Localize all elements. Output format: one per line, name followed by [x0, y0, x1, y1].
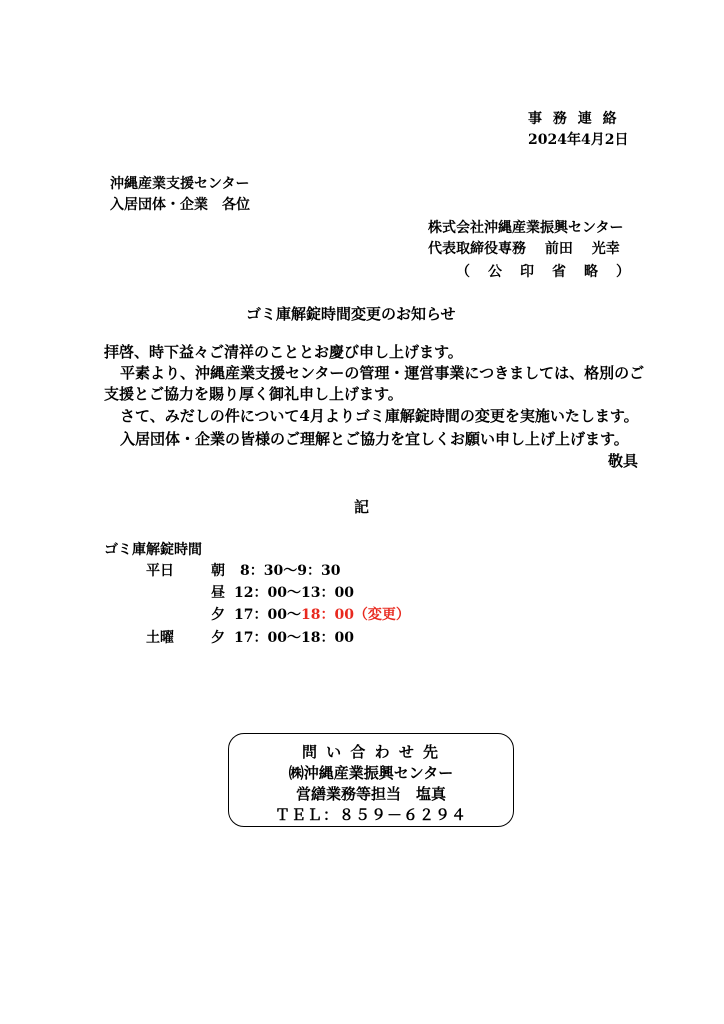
weekday-label: 平日: [146, 563, 174, 579]
time-evening-saturday: 17：00～18：00: [234, 630, 354, 646]
notice-title: ゴミ庫解錠時間変更のお知らせ: [246, 305, 456, 323]
sender-company: 株式会社沖縄産業振興センター: [428, 220, 624, 236]
slot-evening-saturday: 夕: [211, 630, 225, 646]
body-line-3: 支援とご協力を賜り厚く御礼申し上げます。: [104, 385, 403, 403]
seal-note: （ 公 印 省 略 ）: [456, 264, 632, 280]
doc-type: 事 務 連 絡: [528, 111, 620, 127]
slot-evening-weekday: 夕: [211, 607, 225, 623]
doc-date: 2024年4月2日: [528, 132, 629, 148]
time-morning: 8：30～9：30: [240, 563, 341, 579]
recipient-line-2: 入居団体・企業 各位: [110, 197, 250, 213]
saturday-label: 土曜: [146, 630, 174, 646]
contact-box: [228, 733, 514, 827]
body-line-2: 平素より、沖縄産業支援センターの管理・運営事業につきましては、格別のご: [120, 364, 645, 382]
schedule-heading: ゴミ庫解錠時間: [104, 542, 202, 558]
closing-keigu: 敬具: [608, 452, 639, 470]
contact-tel: ＴＥＬ：８５９－６２９４: [274, 806, 467, 824]
contact-org: ㈱沖縄産業振興センター: [288, 764, 454, 782]
ki-marker: 記: [354, 498, 370, 516]
time-evening-weekday: [234, 604, 410, 624]
body-line-5: 入居団体・企業の皆様のご理解とご協力を宜しくお願い申し上げ上げます。: [120, 430, 629, 448]
slot-noon: 昼: [211, 585, 225, 601]
time-noon: 12：00～13：00: [234, 585, 354, 601]
body-line-4: さて、みだしの件について4月よりゴミ庫解錠時間の変更を実施いたします。: [120, 407, 639, 425]
contact-person: 営繕業務等担当 塩真: [295, 785, 446, 803]
slot-morning: 朝: [211, 563, 225, 579]
body-line-1: 拝啓、時下益々ご清祥のこととお慶び申し上げます。: [104, 343, 463, 361]
time-evening-start: 17：00～: [234, 607, 301, 623]
contact-heading: 問 い 合 わ せ 先: [301, 743, 441, 761]
sender-representative: 代表取締役専務 前田 光幸: [428, 241, 620, 257]
time-evening-changed: 18：00（変更）: [300, 607, 410, 623]
recipient-line-1: 沖縄産業支援センター: [110, 176, 250, 192]
